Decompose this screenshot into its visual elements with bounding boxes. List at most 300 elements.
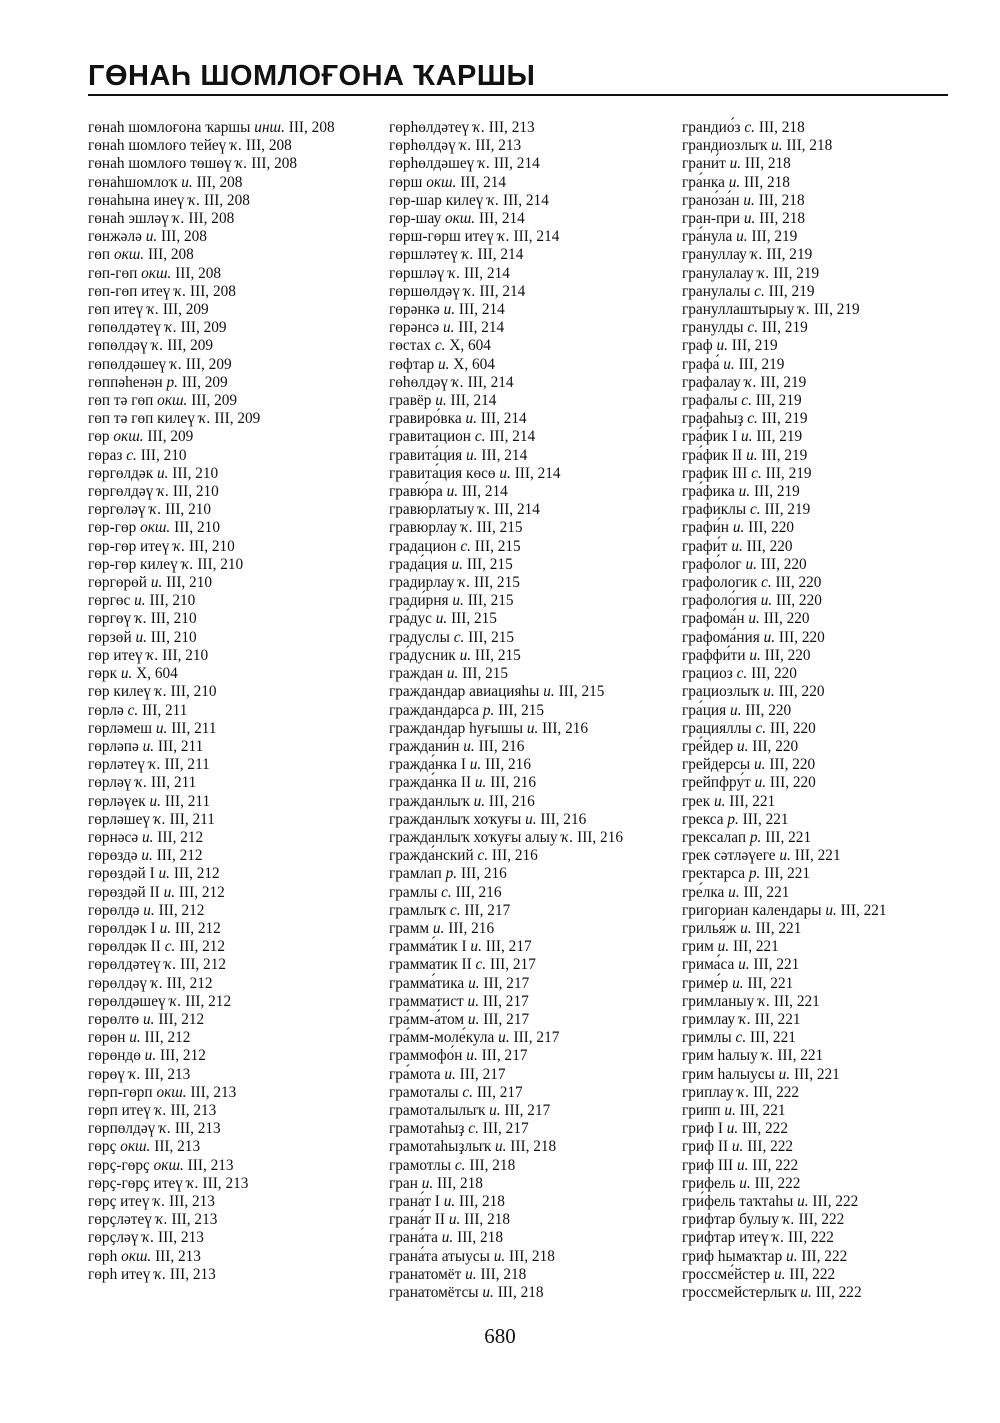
- volume-page-ref: III, 218: [459, 1192, 505, 1210]
- volume-page-ref: III, 210: [197, 555, 244, 573]
- headword: грацияллы: [682, 719, 752, 737]
- volume-page-ref: III, 219: [731, 337, 778, 355]
- index-entry: [88, 356, 373, 374]
- part-of-speech: и.: [746, 446, 758, 464]
- volume-page-ref: III, 212: [157, 828, 204, 846]
- index-entry: [682, 283, 948, 301]
- volume-page-ref: III, 209: [214, 410, 261, 428]
- headword: гран-при: [682, 210, 741, 228]
- index-entry: [682, 975, 948, 993]
- part-of-speech: и.: [743, 191, 755, 209]
- index-entry: [682, 374, 948, 392]
- headword: градацион: [389, 537, 457, 555]
- index-entry: [88, 610, 373, 628]
- headword: гөп-гөп итеү: [88, 282, 171, 300]
- volume-page-ref: III, 217: [464, 901, 511, 919]
- headword: гөрөү: [88, 1065, 125, 1083]
- part-of-speech: и.: [716, 337, 728, 355]
- part-of-speech: ҡ.: [460, 519, 473, 537]
- volume-page-ref: III, 210: [140, 446, 187, 464]
- index-entry: [389, 265, 669, 283]
- index-entry: [88, 265, 373, 283]
- volume-page-ref: III, 209: [167, 337, 214, 355]
- index-entry: [682, 847, 948, 865]
- headword: грамоталылыҡ: [389, 1101, 486, 1119]
- index-entry: [682, 410, 948, 428]
- headword: грандиозлыҡ: [682, 137, 768, 155]
- headword: гөр-гөр килеү: [88, 555, 178, 573]
- part-of-speech: ҡ.: [230, 137, 243, 155]
- headword: графологик: [682, 574, 758, 592]
- headword: гөнаһ шомлоғона ҡаршы: [88, 119, 251, 136]
- part-of-speech: и.: [452, 592, 464, 610]
- part-of-speech: и.: [432, 919, 445, 937]
- volume-page-ref: III, 211: [164, 756, 210, 774]
- part-of-speech: и.: [760, 592, 773, 610]
- headword: гравита́ция көсө: [389, 464, 496, 482]
- part-of-speech: и.: [797, 1192, 809, 1210]
- volume-page-ref: III, 208: [245, 137, 292, 155]
- headword: гра́мм-а́том: [389, 1010, 465, 1028]
- volume-page-ref: III, 215: [498, 701, 545, 719]
- part-of-speech: ҡ.: [737, 1083, 750, 1101]
- index-entry: [682, 956, 948, 974]
- headword: гравюрлатыу: [389, 501, 475, 519]
- part-of-speech: и.: [150, 574, 163, 592]
- headword: гөрләшеү: [88, 810, 151, 828]
- headword: грейпфру́т: [682, 774, 751, 792]
- part-of-speech: ҡ.: [153, 810, 166, 828]
- headword: гөнаһшомлоҡ: [88, 173, 178, 191]
- index-entry: [682, 483, 948, 501]
- volume-page-ref: III, 221: [793, 1065, 840, 1083]
- index-entry: [389, 465, 669, 483]
- part-of-speech: и.: [443, 301, 456, 319]
- volume-page-ref: III, 218: [469, 1156, 516, 1174]
- headword: гөрш: [389, 173, 423, 191]
- headword: гравита́ция: [389, 446, 463, 464]
- volume-page-ref: III, 219: [768, 282, 815, 300]
- headword: гөрөн: [88, 1029, 126, 1047]
- headword: гөрөлдәк II: [88, 938, 161, 956]
- headword: гөрҫ: [88, 1138, 117, 1156]
- headword: гөнаһ шомлоғо төшөү: [88, 155, 232, 173]
- part-of-speech: и.: [736, 737, 749, 755]
- headword: гректарса: [682, 865, 746, 883]
- part-of-speech: и.: [778, 1065, 791, 1083]
- index-entry: [682, 428, 948, 446]
- index-entry: [389, 374, 669, 392]
- index-entry: [88, 829, 373, 847]
- part-of-speech: с.: [462, 1083, 473, 1101]
- part-of-speech: с.: [460, 537, 471, 555]
- index-entry: [682, 793, 948, 811]
- headword: гравитацион: [389, 428, 471, 446]
- volume-page-ref: III, 219: [738, 355, 785, 373]
- volume-page-ref: III, 217: [459, 1065, 506, 1083]
- part-of-speech: и.: [825, 901, 837, 919]
- part-of-speech: окш.: [426, 173, 457, 191]
- volume-page-ref: III, 219: [773, 264, 820, 282]
- part-of-speech: ҡ.: [154, 683, 167, 701]
- headword: грана́т I: [389, 1192, 440, 1210]
- volume-page-ref: III, 220: [775, 574, 822, 592]
- part-of-speech: ҡ.: [772, 1229, 785, 1247]
- volume-page-ref: III, 219: [761, 410, 808, 428]
- headword: грануллау: [682, 246, 747, 264]
- headword: гөрәнкә: [389, 301, 440, 319]
- headword: гражда́нский: [389, 847, 474, 865]
- part-of-speech: и.: [163, 883, 176, 901]
- headword: гөп тә гөп килеү: [88, 410, 195, 428]
- volume-page-ref: III, 222: [789, 1265, 836, 1283]
- volume-page-ref: III, 220: [776, 592, 822, 610]
- index-entry: [88, 155, 373, 173]
- index-entry: [88, 556, 373, 574]
- headword: грифель: [682, 1174, 736, 1192]
- volume-page-ref: III, 210: [150, 610, 197, 628]
- volume-page-ref: III, 218: [786, 137, 833, 155]
- part-of-speech: окш.: [113, 246, 145, 264]
- headword: гөпөлдәшеү: [88, 355, 167, 373]
- volume-page-ref: III, 214: [460, 173, 507, 191]
- volume-page-ref: III, 214: [493, 155, 540, 173]
- volume-page-ref: III, 219: [751, 228, 798, 246]
- part-of-speech: ҡ.: [155, 1211, 168, 1229]
- volume-page-ref: III, 220: [752, 737, 799, 755]
- volume-page-ref: III, 209: [181, 373, 228, 391]
- headword: гранулалау: [682, 264, 754, 282]
- part-of-speech: ҡ.: [463, 282, 476, 300]
- headword: гөршөлдәү: [389, 282, 460, 300]
- index-entry: [88, 920, 373, 938]
- headword: гөнаһ эшләү: [88, 210, 169, 228]
- part-of-speech: и.: [494, 1138, 507, 1156]
- headword: грилья́ж: [682, 919, 737, 937]
- volume-page-ref: III, 218: [457, 1229, 503, 1247]
- part-of-speech: с.: [477, 847, 489, 865]
- headword: градуслы: [389, 628, 450, 646]
- headword: грифтар булыу: [682, 1211, 779, 1229]
- index-entry: [682, 1284, 948, 1302]
- part-of-speech: и.: [728, 883, 740, 901]
- index-entry: [389, 811, 669, 829]
- headword: гөрләпә: [88, 737, 139, 755]
- index-entry: [389, 155, 669, 173]
- part-of-speech: и.: [143, 1010, 155, 1028]
- part-of-speech: и.: [499, 464, 511, 482]
- volume-page-ref: III, 221: [742, 810, 789, 828]
- part-of-speech: окш.: [120, 1138, 151, 1156]
- index-entry: [389, 447, 669, 465]
- volume-page-ref: III, 220: [778, 628, 825, 646]
- headword: гөрш-гөрш итеү: [389, 228, 494, 246]
- volume-page-ref: III, 221: [764, 865, 811, 883]
- headword: гравюрлау: [389, 519, 458, 537]
- headword: графома́ния: [682, 628, 760, 646]
- volume-page-ref: III, 213: [187, 1156, 234, 1174]
- volume-page-ref: III, 219: [761, 446, 808, 464]
- volume-page-ref: III, 215: [468, 628, 515, 646]
- index-entry: [682, 884, 948, 902]
- headword: грек: [682, 792, 711, 810]
- index-entry: [682, 174, 948, 192]
- index-entry: [682, 1102, 948, 1120]
- index-entry: [389, 574, 669, 592]
- headword: гөрһ: [88, 1247, 118, 1265]
- volume-page-ref: III, 209: [162, 301, 209, 319]
- index-entry: [389, 1193, 669, 1211]
- index-entry: [88, 665, 373, 683]
- part-of-speech: и.: [441, 1229, 454, 1247]
- index-entry: [682, 556, 948, 574]
- part-of-speech: и.: [467, 992, 480, 1010]
- part-of-speech: р.: [727, 810, 739, 828]
- index-column-1: [88, 119, 373, 1284]
- part-of-speech: и.: [723, 355, 735, 373]
- index-entry: [389, 428, 669, 446]
- part-of-speech: с.: [127, 701, 139, 719]
- headword: граф: [682, 337, 713, 355]
- part-of-speech: и.: [713, 792, 726, 810]
- part-of-speech: окш.: [153, 1156, 184, 1174]
- headword: гроссме́йстер: [682, 1265, 771, 1283]
- part-of-speech: ҡ.: [154, 1265, 167, 1283]
- index-entry: [88, 774, 373, 792]
- index-entry: [88, 246, 373, 264]
- index-entry: [88, 1157, 373, 1175]
- headword: гөп: [88, 246, 111, 264]
- part-of-speech: ҡ.: [487, 191, 500, 209]
- volume-page-ref: III, 215: [467, 592, 514, 610]
- headword: гримлы: [682, 1029, 732, 1047]
- part-of-speech: ҡ.: [151, 337, 164, 355]
- volume-page-ref: III, 219: [764, 501, 811, 519]
- index-entry: [682, 865, 948, 883]
- volume-page-ref: III, 216: [490, 774, 537, 792]
- headword: гранулды: [682, 319, 744, 337]
- volume-page-ref: III, 211: [169, 810, 215, 828]
- page-number: 680: [484, 1324, 516, 1348]
- headword: гра́мм-моле́кула: [389, 1029, 495, 1047]
- volume-page-ref: III, 220: [778, 683, 825, 701]
- volume-page-ref: III, 221: [777, 1047, 824, 1065]
- volume-page-ref: III, 215: [558, 683, 605, 701]
- volume-page-ref: III, 222: [798, 1211, 845, 1229]
- part-of-speech: и.: [729, 701, 742, 719]
- headword: гөрөлтө: [88, 1010, 140, 1028]
- index-entry: [88, 847, 373, 865]
- part-of-speech: с.: [747, 319, 759, 337]
- volume-page-ref: III, 214: [463, 264, 510, 282]
- headword: графома́н: [682, 610, 745, 628]
- part-of-speech: ҡ.: [135, 774, 148, 792]
- volume-page-ref: III, 212: [158, 1010, 205, 1028]
- volume-page-ref: III, 211: [164, 792, 211, 810]
- headword: гри́фель таҡтаһы: [682, 1192, 794, 1210]
- headword: гөргөс: [88, 592, 131, 610]
- part-of-speech: и.: [728, 173, 741, 191]
- headword: гриф I: [682, 1120, 723, 1138]
- part-of-speech: и.: [489, 1101, 501, 1119]
- volume-page-ref: III, 222: [742, 1120, 788, 1138]
- headword: гөрлә: [88, 701, 124, 719]
- index-entry: [682, 1047, 948, 1065]
- index-entry: [682, 610, 948, 628]
- headword: гриф III: [682, 1156, 734, 1174]
- volume-page-ref: III, 215: [462, 665, 509, 683]
- headword: гөппәһенән: [88, 373, 163, 391]
- part-of-speech: с.: [747, 410, 758, 428]
- volume-page-ref: III, 213: [169, 1265, 216, 1283]
- index-entry: [389, 483, 669, 501]
- volume-page-ref: III, 220: [748, 519, 795, 537]
- part-of-speech: р.: [748, 865, 761, 883]
- running-head: [88, 58, 948, 94]
- index-entry: [88, 501, 373, 519]
- volume-page-ref: III, 214: [461, 483, 508, 501]
- part-of-speech: ҡ.: [159, 1120, 171, 1138]
- volume-page-ref: III, 218: [510, 1138, 557, 1156]
- part-of-speech: и.: [738, 956, 750, 974]
- volume-page-ref: III, 209: [185, 355, 232, 373]
- headword: гөрҫ итеү: [88, 1192, 150, 1210]
- index-entry: [389, 884, 669, 902]
- part-of-speech: и.: [443, 1192, 456, 1210]
- volume-page-ref: III, 220: [745, 701, 792, 719]
- volume-page-ref: III, 211: [142, 701, 188, 719]
- headword: гөһөлдәү: [389, 373, 449, 391]
- headword: гөргөрөй: [88, 574, 147, 592]
- index-entry: [389, 1229, 669, 1247]
- headword: гөрләмеш: [88, 719, 153, 737]
- volume-page-ref: III, 209: [180, 319, 227, 337]
- volume-page-ref: III, 213: [202, 1174, 249, 1192]
- index-entry: [88, 956, 373, 974]
- headword: грекса: [682, 810, 724, 828]
- headword: гра́ция: [682, 701, 727, 719]
- index-entry: [88, 392, 373, 410]
- headword: гражда́нка II: [389, 774, 472, 792]
- volume-page-ref: III, 214: [478, 210, 525, 228]
- volume-page-ref: III, 218: [744, 155, 791, 173]
- headword: гримлау: [682, 1010, 736, 1028]
- part-of-speech: ҡ.: [782, 1211, 795, 1229]
- index-entry: [389, 1047, 669, 1065]
- volume-page-ref: III, 218: [509, 1247, 555, 1265]
- headword: гранатомётсы: [389, 1284, 479, 1301]
- headword: гөп-гөп: [88, 264, 138, 282]
- index-entry: [88, 119, 373, 137]
- index-entry: [682, 392, 948, 410]
- volume-page-ref: III, 220: [746, 537, 793, 555]
- part-of-speech: с.: [453, 628, 465, 646]
- index-entry: [389, 410, 669, 428]
- part-of-speech: ҡ.: [761, 1047, 774, 1065]
- index-entry: [682, 319, 948, 337]
- headword: грим: [682, 938, 714, 956]
- volume-page-ref: X, 604: [453, 355, 495, 373]
- headword: гөп итеү: [88, 301, 144, 319]
- index-entry: [389, 1029, 669, 1047]
- index-entry: [88, 301, 373, 319]
- index-entry: [389, 1084, 669, 1102]
- volume-page-ref: III, 221: [753, 956, 800, 974]
- volume-page-ref: III, 214: [458, 301, 505, 319]
- volume-page-ref: III, 208: [175, 264, 222, 282]
- part-of-speech: р.: [482, 701, 495, 719]
- volume-page-ref: III, 212: [178, 883, 225, 901]
- part-of-speech: ҡ.: [235, 155, 248, 173]
- volume-page-ref: III, 212: [174, 919, 221, 937]
- volume-page-ref: III, 218: [758, 119, 805, 136]
- volume-page-ref: III, 221: [747, 974, 794, 992]
- volume-page-ref: III, 222: [815, 1284, 862, 1301]
- headword: гөр-гөр итеү: [88, 537, 170, 555]
- part-of-speech: и.: [736, 228, 748, 246]
- index-entry: [682, 1248, 948, 1266]
- headword: грамотлы: [389, 1156, 452, 1174]
- part-of-speech: и.: [181, 173, 193, 191]
- part-of-speech: и.: [435, 610, 448, 628]
- headword: гөршләтеү: [389, 246, 458, 264]
- part-of-speech: и.: [543, 683, 555, 701]
- volume-page-ref: III, 221: [765, 828, 812, 846]
- volume-page-ref: III, 213: [174, 1120, 221, 1138]
- part-of-speech: ҡ.: [738, 1010, 751, 1028]
- part-of-speech: и.: [740, 919, 752, 937]
- index-entry: [88, 884, 373, 902]
- headword: гөрҫләү: [88, 1229, 139, 1247]
- headword: гөрөздә: [88, 847, 138, 865]
- volume-page-ref: III, 219: [755, 392, 802, 410]
- headword: грамоталы: [389, 1083, 459, 1101]
- index-entry: [389, 319, 669, 337]
- part-of-speech: и.: [473, 792, 486, 810]
- volume-page-ref: III, 217: [513, 1029, 560, 1047]
- part-of-speech: и.: [156, 464, 169, 482]
- part-of-speech: с.: [441, 883, 452, 901]
- index-entry: [682, 665, 948, 683]
- part-of-speech: окш.: [140, 519, 171, 537]
- index-entry: [88, 720, 373, 738]
- index-entry: [682, 829, 948, 847]
- volume-page-ref: III, 221: [739, 1101, 786, 1119]
- volume-page-ref: III, 212: [185, 992, 232, 1010]
- part-of-speech: и.: [736, 1156, 749, 1174]
- part-of-speech: с.: [749, 501, 761, 519]
- part-of-speech: ҡ.: [451, 373, 464, 391]
- volume-page-ref: III, 219: [756, 428, 803, 446]
- volume-page-ref: III, 211: [157, 737, 204, 755]
- headword: гөрләүек: [88, 792, 146, 810]
- headword: грани́т: [682, 155, 726, 173]
- part-of-speech: и.: [144, 1047, 157, 1065]
- part-of-speech: ҡ.: [157, 483, 170, 501]
- index-entry: [389, 756, 669, 774]
- headword: грамотаһыҙлыҡ: [389, 1138, 492, 1156]
- headword: гравю́ра: [389, 483, 443, 501]
- index-entry: [682, 756, 948, 774]
- part-of-speech: и.: [729, 155, 742, 173]
- index-entry: [682, 1193, 948, 1211]
- index-entry: [389, 629, 669, 647]
- index-entry: [389, 1175, 669, 1193]
- index-entry: [389, 174, 669, 192]
- part-of-speech: и.: [773, 1265, 786, 1283]
- index-entry: [682, 265, 948, 283]
- volume-page-ref: III, 221: [732, 938, 779, 956]
